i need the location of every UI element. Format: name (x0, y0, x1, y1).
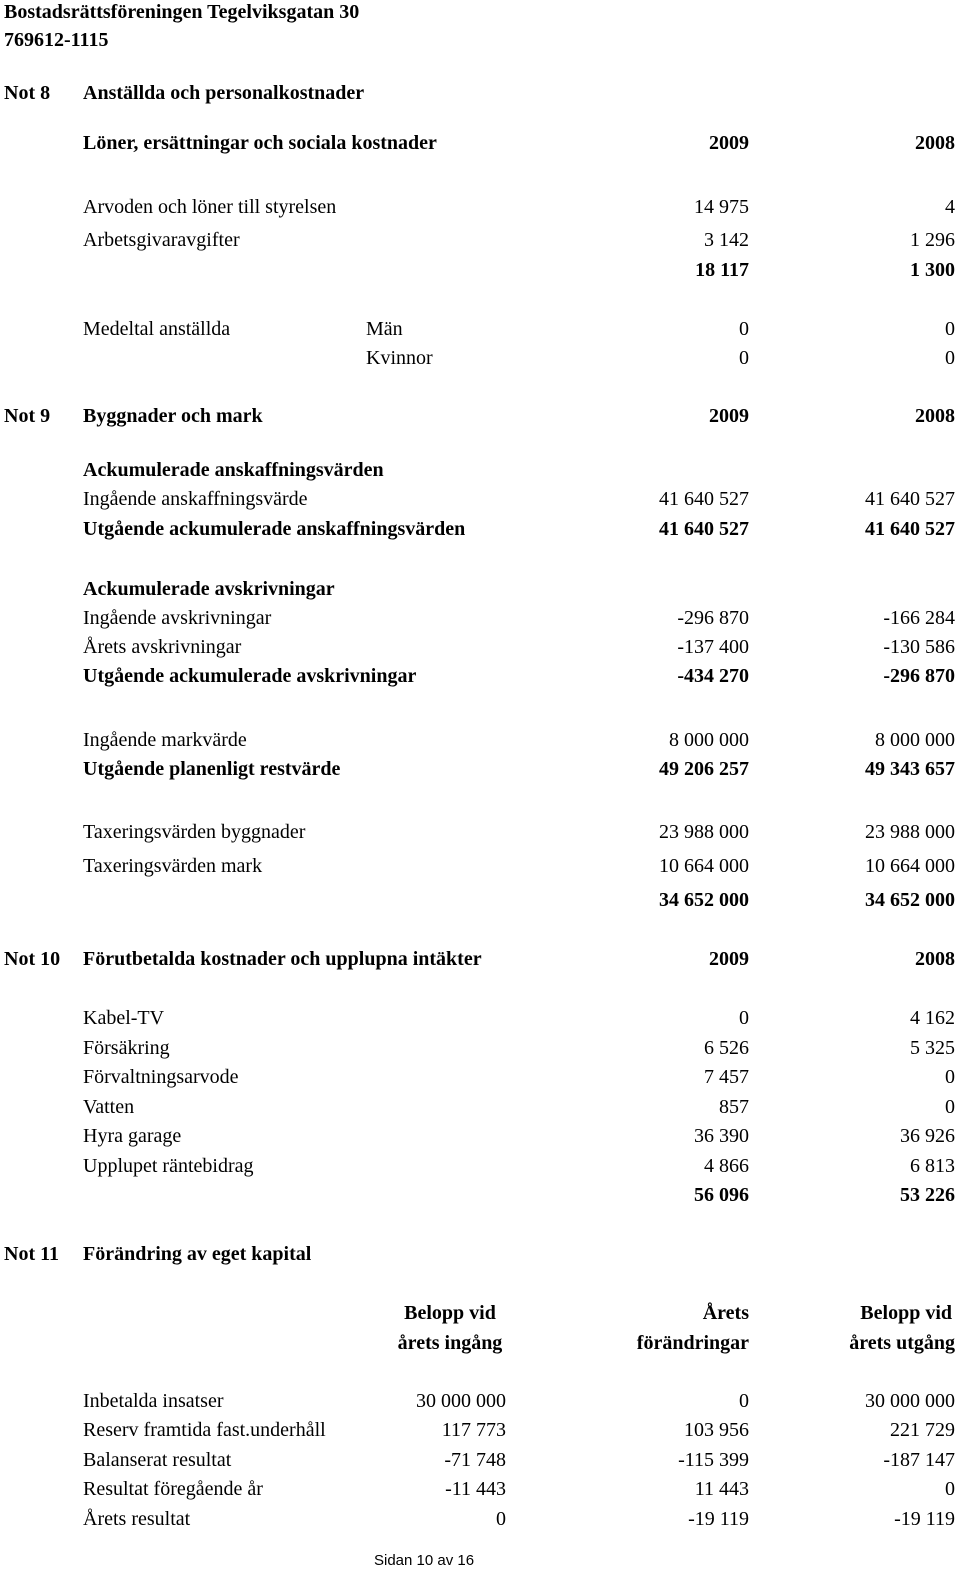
note-9-dep-row-2008: -130 586 (883, 636, 955, 658)
note-9-acq-row-2008: 41 640 527 (865, 488, 955, 510)
note-11-row-open: -11 443 (445, 1478, 506, 1500)
note-11-row-open: 117 773 (441, 1419, 506, 1441)
note-10-total-2009: 56 096 (694, 1184, 749, 1206)
note-9-land-label: Ingående markvärde (83, 729, 247, 751)
note-11-row-close: -187 147 (883, 1449, 955, 1471)
note-8-title: Anställda och personalkostnader (83, 82, 365, 104)
note-8-row-2009: 14 975 (694, 196, 749, 218)
note-9-title: Byggnader och mark (83, 405, 263, 427)
note-10-row-label: Kabel-TV (83, 1007, 165, 1029)
note-10-row-2009: 7 457 (704, 1066, 749, 1088)
note-9-acq-total-2009: 41 640 527 (659, 518, 749, 540)
note-9-dep-row-2008: -166 284 (883, 607, 955, 629)
note-9-dep-total-2008: -296 870 (883, 665, 955, 687)
note-9-dep-heading: Ackumulerade avskrivningar (83, 578, 335, 600)
note-10-number: Not 10 (4, 948, 61, 970)
note-9-residual-2009: 49 206 257 (659, 758, 749, 780)
note-9-tax-row-2009: 10 664 000 (659, 855, 749, 877)
note-11-row-label: Årets resultat (83, 1508, 191, 1530)
note-11-number: Not 11 (4, 1243, 59, 1265)
note-9-dep-total-label: Utgående ackumulerade avskrivningar (83, 665, 417, 687)
note-8-staff-women-2009: 0 (739, 347, 749, 369)
note-10-row-2009: 857 (719, 1096, 749, 1118)
note-8-staff-label: Medeltal anställda (83, 318, 231, 340)
note-11-title: Förändring av eget kapital (83, 1243, 312, 1265)
note-8-row-2009: 3 142 (704, 229, 749, 251)
note-9-residual-label: Utgående planenligt restvärde (83, 758, 341, 780)
note-11-row-close: -19 119 (894, 1508, 955, 1530)
note-8-subtitle: Löner, ersättningar och sociala kostnader (83, 132, 437, 154)
organization-number: 769612-1115 (4, 29, 109, 51)
note-11-row-label: Resultat föregående år (83, 1478, 263, 1500)
note-9-col-2009: 2009 (709, 405, 749, 427)
note-11-row-change: 103 956 (684, 1419, 749, 1441)
note-9-acq-heading: Ackumulerade anskaffningsvärden (83, 459, 384, 481)
note-10-row-label: Förvaltningsarvode (83, 1066, 239, 1088)
note-9-dep-row-2009: -137 400 (677, 636, 749, 658)
note-9-residual-2008: 49 343 657 (865, 758, 955, 780)
note-10-row-label: Upplupet räntebidrag (83, 1155, 254, 1177)
note-10-row-2008: 36 926 (900, 1125, 955, 1147)
note-9-dep-row-label: Ingående avskrivningar (83, 607, 272, 629)
note-8-row-2008: 4 (945, 196, 955, 218)
note-11-row-change: -19 119 (688, 1508, 749, 1530)
note-9-tax-row-2008: 23 988 000 (865, 821, 955, 843)
note-11-row-close: 30 000 000 (865, 1390, 955, 1412)
note-10-row-2008: 0 (945, 1096, 955, 1118)
note-8-staff-men-label: Män (366, 318, 403, 340)
note-9-acq-row-2009: 41 640 527 (659, 488, 749, 510)
note-8-number: Not 8 (4, 82, 51, 104)
note-10-total-2008: 53 226 (900, 1184, 955, 1206)
note-8-total-2008: 1 300 (910, 259, 955, 281)
note-10-row-2009: 0 (739, 1007, 749, 1029)
note-10-title: Förutbetalda kostnader och upplupna intäkter (83, 948, 482, 970)
note-10-row-2008: 0 (945, 1066, 955, 1088)
note-11-row-change: 11 443 (694, 1478, 749, 1500)
note-11-row-open: 0 (496, 1508, 506, 1530)
note-10-row-2009: 36 390 (694, 1125, 749, 1147)
note-11-row-label: Reserv framtida fast.underhåll (83, 1419, 326, 1441)
note-8-col-2008: 2008 (915, 132, 955, 154)
note-8-total-2009: 18 117 (695, 259, 749, 281)
note-9-col-2008: 2008 (915, 405, 955, 427)
note-9-tax-row-label: Taxeringsvärden byggnader (83, 821, 306, 843)
note-9-acq-total-2008: 41 640 527 (865, 518, 955, 540)
note-10-row-2009: 6 526 (704, 1037, 749, 1059)
note-11-row-change: -115 399 (678, 1449, 749, 1471)
note-11-col-open-line2: årets ingång (397, 1332, 503, 1354)
note-8-row-label: Arbetsgivaravgifter (83, 229, 240, 251)
note-10-col-2008: 2008 (915, 948, 955, 970)
note-11-row-open: 30 000 000 (416, 1390, 506, 1412)
note-9-number: Not 9 (4, 405, 51, 427)
note-10-row-2008: 5 325 (910, 1037, 955, 1059)
note-8-staff-men-2008: 0 (945, 318, 955, 340)
note-9-tax-total-2008: 34 652 000 (865, 889, 955, 911)
note-9-tax-total-2009: 34 652 000 (659, 889, 749, 911)
note-8-row-2008: 1 296 (910, 229, 955, 251)
note-9-dep-row-2009: -296 870 (677, 607, 749, 629)
note-8-staff-women-2008: 0 (945, 347, 955, 369)
note-9-land-2009: 8 000 000 (669, 729, 749, 751)
note-11-row-label: Inbetalda insatser (83, 1390, 224, 1412)
note-11-row-close: 221 729 (890, 1419, 955, 1441)
note-11-col-close-line1: Belopp vid (860, 1302, 952, 1324)
organization-name: Bostadsrättsföreningen Tegelviksgatan 30 (4, 1, 360, 23)
note-9-dep-total-2009: -434 270 (677, 665, 749, 687)
note-11-col-close-line2: årets utgång (849, 1332, 955, 1354)
note-9-acq-row-label: Ingående anskaffningsvärde (83, 488, 308, 510)
note-11-col-change-line1: Årets (702, 1302, 749, 1324)
note-8-staff-women-label: Kvinnor (366, 347, 433, 369)
note-9-dep-row-label: Årets avskrivningar (83, 636, 242, 658)
note-11-col-change-line2: förändringar (636, 1332, 749, 1354)
note-10-row-label: Vatten (83, 1096, 135, 1118)
note-11-row-open: -71 748 (444, 1449, 506, 1471)
note-9-tax-row-label: Taxeringsvärden mark (83, 855, 263, 877)
note-9-land-2008: 8 000 000 (875, 729, 955, 751)
note-11-row-close: 0 (945, 1478, 955, 1500)
note-8-col-2009: 2009 (709, 132, 749, 154)
note-9-tax-row-2008: 10 664 000 (865, 855, 955, 877)
note-9-acq-total-label: Utgående ackumulerade anskaffningsvärden (83, 518, 466, 540)
note-11-row-label: Balanserat resultat (83, 1449, 232, 1471)
note-10-col-2009: 2009 (709, 948, 749, 970)
note-10-row-2008: 4 162 (910, 1007, 955, 1029)
note-10-row-label: Hyra garage (83, 1125, 182, 1147)
page-number: Sidan 10 av 16 (374, 1552, 475, 1569)
note-10-row-2009: 4 866 (704, 1155, 749, 1177)
note-10-row-2008: 6 813 (910, 1155, 955, 1177)
note-9-tax-row-2009: 23 988 000 (659, 821, 749, 843)
note-8-row-label: Arvoden och löner till styrelsen (83, 196, 337, 218)
note-8-staff-men-2009: 0 (739, 318, 749, 340)
note-10-row-label: Försäkring (83, 1037, 170, 1059)
note-11-row-change: 0 (739, 1390, 749, 1412)
note-11-col-open-line1: Belopp vid (404, 1302, 496, 1324)
